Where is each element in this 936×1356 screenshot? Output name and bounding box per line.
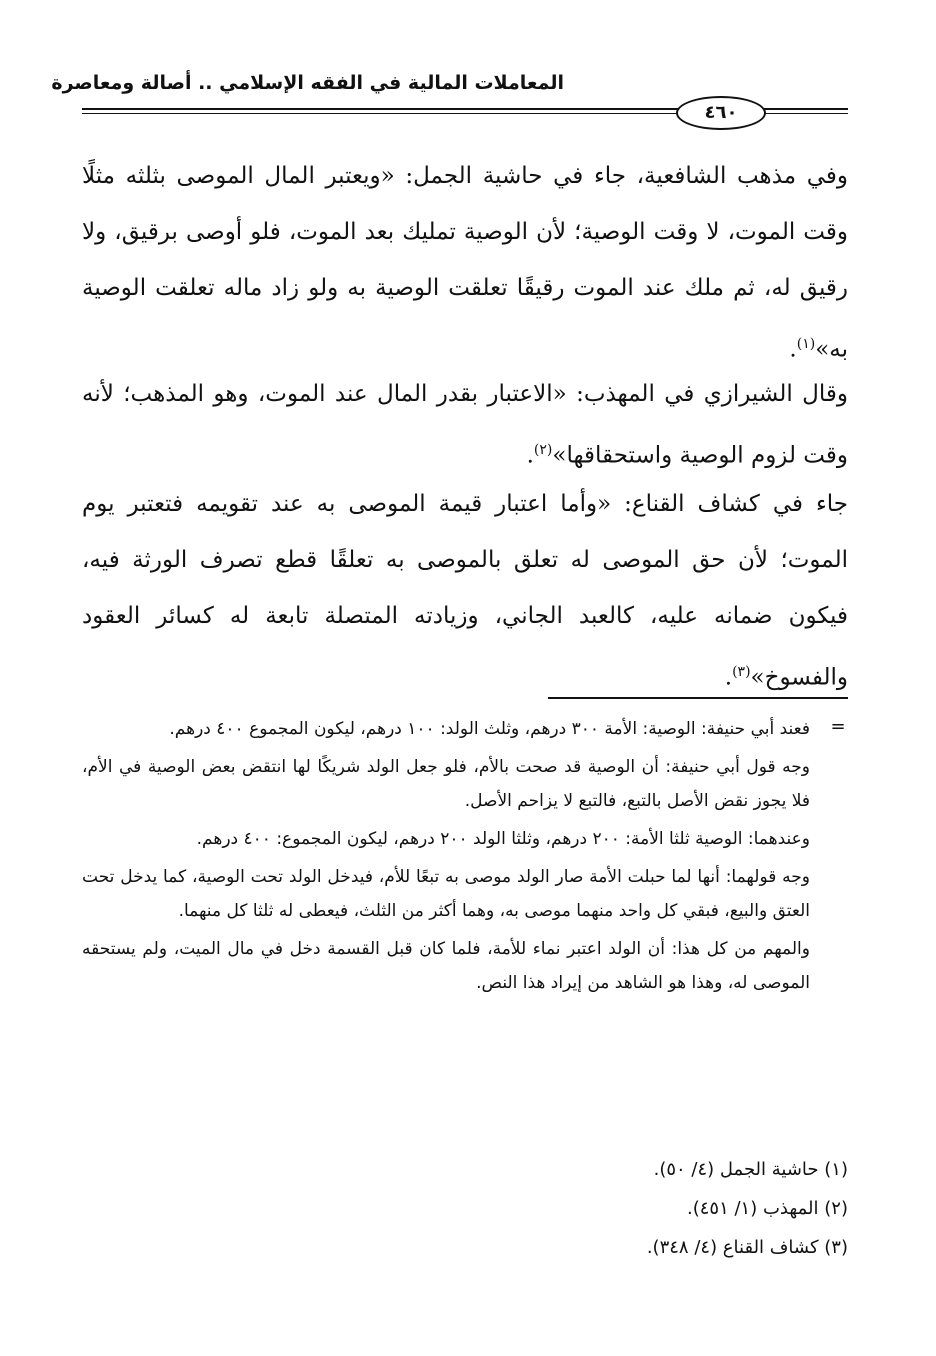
footnote-reference-3: (٣) كشاف القناع (٤/ ٣٤٨).: [646, 1237, 848, 1258]
footnote-ref-2: (٢): [533, 442, 553, 458]
running-header-title: المعاملات المالية في الفقه الإسلامي .. أصالة ومعاصرة: [51, 72, 564, 94]
footnote-continuation-mark: =: [830, 716, 846, 737]
footnote-reference-1: (١) حاشية الجمل (٤/ ٥٠).: [653, 1159, 848, 1180]
footnote-references: [560, 1150, 848, 1267]
footnote-abu-hanifa: فعند أبي حنيفة: الوصية: الأمة ٣٠٠ درهم، وثلث الولد: ١٠٠ درهم، ليكون المجموع ٤٠٠ درهم.: [169, 719, 810, 739]
paragraph-shirazi-text: وقال الشيرازي في المهذب: «الاعتبار بقدر المال عند الموت، وهو المذهب؛ لأنه وقت لزوم الوصية واستحقاقها»: [82, 381, 848, 469]
paragraph-shafii-text: وفي مذهب الشافعية، جاء في حاشية الجمل: «ويعتبر المال الموصى بثلثه مثلًا وقت الموت، لا وقت الوصية؛ لأن الوصية تمليك بعد الموت، فلو أوصى برقيق، ولا رقيق له، ثم ملك عند الموت رقيقًا تعلقت الوصية به ولو زاد ماله تعلقت الوصية به»: [82, 163, 848, 363]
footnote-continuation: [82, 712, 810, 1004]
footnote-separator: [548, 697, 848, 699]
footnote-sahibayn: وعندهما: الوصية ثلثا الأمة: ٢٠٠ درهم، وثلثا الولد ٢٠٠ درهم، ليكون المجموع: ٤٠٠ درهم.: [196, 829, 810, 849]
paragraph-end-dot: .: [724, 664, 733, 691]
footnote-abu-hanifa-reason: وجه قول أبي حنيفة: أن الوصية قد صحت بالأم، فلو جعل الولد شريكًا لها انتقض بعض الوصية في الأم، فلا يجوز نقض الأصل بالتبع، فالتبع لا يزاحم الأصل.: [82, 757, 810, 811]
paragraph-shirazi: [82, 366, 848, 484]
footnote-ref-3: (٣): [732, 664, 751, 680]
paragraph-kashshaf-text: جاء في كشاف القناع: «وأما اعتبار قيمة الموصى به عند تقويمه فتعتبر يوم الموت؛ لأن حق الموصى له تعلق بالموصى به تعلقًا قطع تصرف الورثة فيه، فيكون ضمانه عليه، كالعبد الجاني، وزيادته المتصلة تابعة له كسائر العقود والفسوخ»: [82, 491, 848, 691]
footnote-sahibayn-reason: وجه قولهما: أنها لما حبلت الأمة صار الولد موصى به تبعًا للأم، فيدخل الولد تحت الوصية، كما يدخل تحت العتق والبيع، فبقي كل واحد منهما موصى به، وهما أكثر من الثلث، فيعطى له ثلثا كل منهما.: [82, 867, 810, 921]
footnote-conclusion: والمهم من كل هذا: أن الولد اعتبر نماء للأمة، فلما كان قبل القسمة دخل في مال الميت، ولم يستحقه الموصى له، وهذا هو الشاهد من إيراد هذا النص.: [82, 939, 810, 993]
paragraph-shafii: [82, 148, 848, 378]
paragraph-end-dot: .: [789, 336, 797, 363]
paragraph-end-dot: .: [526, 442, 534, 469]
footnote-reference-2: (٢) المهذب (١/ ٤٥١).: [686, 1198, 848, 1219]
page-number: ٤٦٠: [676, 96, 766, 130]
paragraph-kashshaf: [82, 476, 848, 706]
footnote-ref-1: (١): [796, 336, 816, 352]
